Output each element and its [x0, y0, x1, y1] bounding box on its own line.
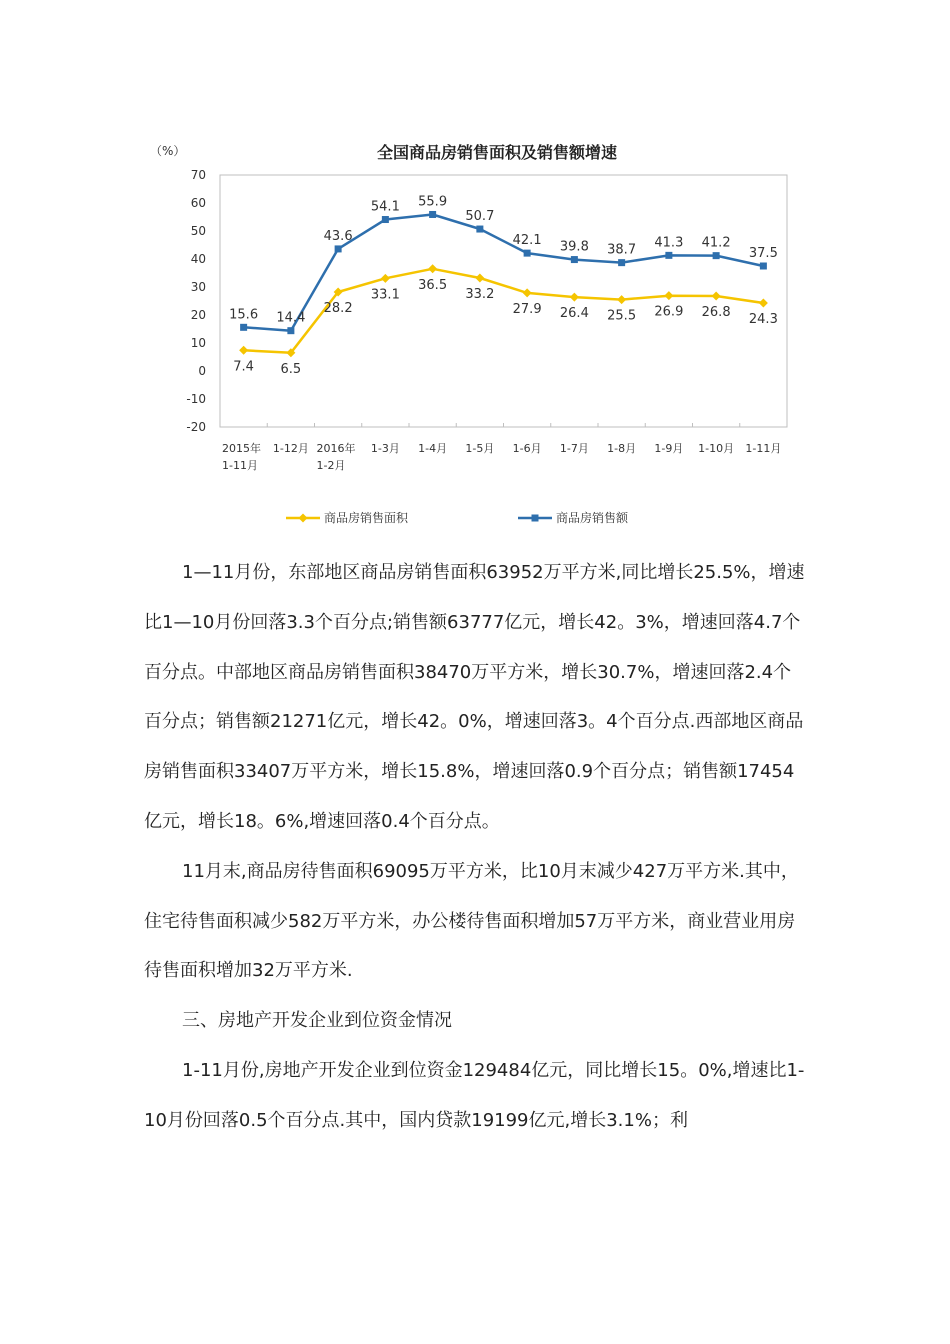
y-tick-label: 50: [190, 224, 206, 238]
x-tick-label: 1-9月: [654, 442, 684, 455]
data-label: 38.7: [607, 242, 637, 258]
x-tick-label: 1-11月: [222, 459, 258, 472]
x-tick-label: 1-10月: [698, 442, 735, 455]
x-tick-label: 1-7月: [559, 442, 589, 455]
data-point: [760, 263, 767, 270]
data-point: [239, 346, 248, 355]
y-tick-label: 60: [190, 196, 206, 210]
data-label: 15.6: [229, 307, 259, 323]
data-label: 27.9: [512, 301, 542, 317]
data-point: [382, 216, 389, 223]
data-label: 43.6: [323, 228, 353, 244]
y-tick-label: 40: [190, 252, 206, 266]
x-tick-label: 1-2月: [316, 459, 346, 472]
data-label: 26.4: [559, 306, 589, 322]
y-tick-label: 20: [190, 308, 206, 322]
data-label: 25.5: [607, 308, 637, 324]
data-point: [524, 250, 531, 257]
data-point: [523, 288, 532, 297]
data-point: [759, 298, 768, 307]
data-label: 7.4: [233, 359, 254, 375]
y-tick-label: 70: [190, 168, 206, 182]
legend-label: 商品房销售面积: [324, 511, 409, 525]
chart-unit-label: （%）: [150, 144, 186, 158]
x-tick-label: 2016年: [316, 442, 356, 455]
data-label: 6.5: [280, 361, 302, 377]
data-point: [240, 324, 247, 331]
data-label: 55.9: [418, 194, 448, 210]
data-label: 39.8: [559, 239, 589, 255]
data-label: 14.4: [276, 310, 306, 326]
data-point: [476, 226, 483, 233]
y-tick-label: 0: [198, 364, 206, 378]
data-label: 26.8: [701, 304, 731, 320]
x-tick-label: 1-8月: [607, 442, 637, 455]
data-label: 28.2: [323, 301, 353, 317]
y-tick-label: -20: [186, 420, 206, 434]
legend-marker: [532, 515, 539, 522]
data-point: [665, 252, 672, 259]
data-point: [287, 327, 294, 334]
document-body: [144, 548, 806, 1146]
y-tick-label: 30: [190, 280, 206, 294]
chart-title: 全国商品房销售面积及销售额增速: [376, 143, 618, 162]
line-chart: [0, 0, 950, 540]
plot-area-frame: [220, 175, 787, 427]
y-tick-label: 10: [190, 336, 206, 350]
data-label: 33.1: [370, 287, 400, 303]
series-layer: [229, 194, 778, 376]
x-tick-label: 1-6月: [512, 442, 542, 455]
data-label: 33.2: [465, 287, 495, 303]
data-point: [475, 274, 484, 283]
data-label: 41.3: [654, 235, 684, 251]
x-tick-label: 1-11月: [745, 442, 782, 455]
data-label: 50.7: [465, 209, 495, 225]
data-label: 41.2: [701, 235, 731, 251]
data-point: [618, 259, 625, 266]
chart-figure: [0, 0, 950, 540]
x-tick-label: 2015年: [222, 442, 261, 455]
x-tick-label: 1-5月: [465, 442, 495, 455]
data-label: 36.5: [418, 277, 448, 293]
data-point: [570, 293, 579, 302]
y-axis: [186, 168, 206, 434]
legend-marker: [299, 514, 308, 523]
data-point: [712, 291, 721, 300]
data-label: 54.1: [370, 199, 400, 215]
data-point: [335, 245, 342, 252]
legend: [286, 510, 629, 525]
x-tick-label: 1-12月: [272, 442, 309, 455]
series-line-0: [244, 269, 764, 353]
data-point: [429, 211, 436, 218]
legend-label: 商品房销售额: [556, 511, 629, 525]
x-tick-label: 1-3月: [370, 442, 400, 455]
data-point: [664, 291, 673, 300]
paragraph-funding: 1-11月份,房地产开发企业到位资金129484亿元，同比增长15。0%,增速比1-10月份回落0.5个百分点.其中，国内贷款19199亿元,增长3.1%；利: [144, 1059, 805, 1131]
data-point: [381, 274, 390, 283]
data-point: [617, 295, 626, 304]
y-tick-label: -10: [186, 392, 206, 406]
x-axis: [220, 423, 787, 472]
data-label: 37.5: [748, 246, 778, 261]
x-tick-label: 1-4月: [418, 442, 448, 455]
data-point: [428, 264, 437, 273]
section-heading-funding: 三、房地产开发企业到位资金情况: [182, 1010, 452, 1032]
data-point: [713, 252, 720, 259]
paragraph-regional-sales: 1—11月份，东部地区商品房销售面积63952万平方米,同比增长25.5%，增速比1—10月份回落3.3个百分点;销售额63777亿元，增长42。3%，增速回落4.7个百分点。中部地区商品房销售面积38470万平方米，增长30.7%，增速回落2.4个百分点；销售额21271亿元，增长42。0%，增速回落3。4个百分点.西部地区商品房销售面积33407万平方米，增长15.8%，增速回落0.9个百分点；销售额17454亿元，增长18。6%,增速回落0.4个百分点。: [144, 562, 805, 832]
data-point: [571, 256, 578, 263]
data-label: 24.3: [748, 311, 778, 327]
data-label: 26.9: [654, 304, 684, 320]
data-label: 42.1: [512, 233, 542, 249]
paragraph-unsold-inventory: 11月末,商品房待售面积69095万平方米，比10月末减少427万平方米.其中，住宅待售面积减少582万平方米，办公楼待售面积增加57万平方米，商业营业用房待售面积增加32万平方米.: [144, 860, 799, 982]
